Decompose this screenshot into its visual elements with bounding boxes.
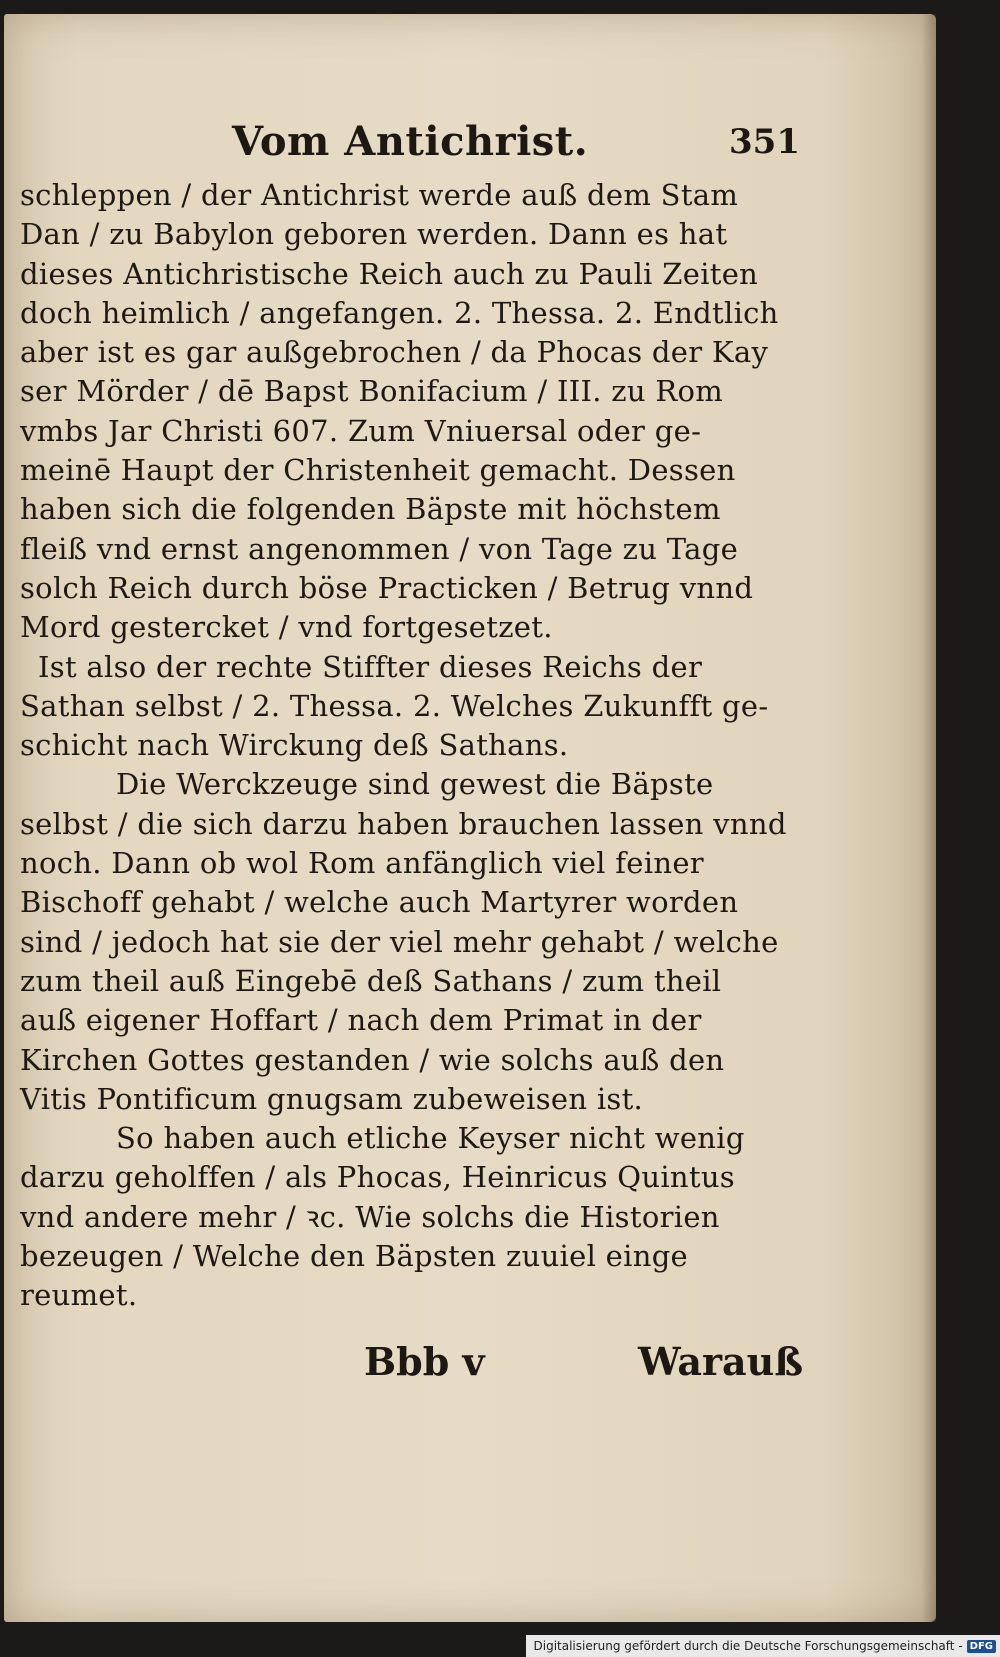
text-line: solch Reich durch böse Practicken / Betrug vnnd: [20, 570, 754, 605]
paragraph-start-line: Die Werckzeuge sind gewest die Bäpste: [116, 767, 714, 802]
text-line: ser Mörder / dē Bapst Bonifacium / III. zu Rom: [20, 374, 724, 409]
text-line: darzu geholffen / als Phocas, Heinricus Quintus: [20, 1160, 735, 1195]
running-head: Vom Antichrist.: [232, 118, 589, 165]
text-line: fleiß vnd ernst angenommen / von Tage zu Tage: [20, 531, 739, 566]
paragraph-start-line: So haben auch etliche Keyser nicht wenig: [116, 1121, 745, 1156]
text-line: auß eigener Hoffart / nach dem Primat in der: [20, 1003, 702, 1038]
dfg-logo-icon: DFG: [967, 1640, 996, 1653]
text-line: reumet.: [20, 1278, 138, 1313]
text-line: Dan / zu Babylon geboren werden. Dann es hat: [20, 217, 728, 252]
text-line: aber ist es gar außgebrochen / da Phocas der Kay: [20, 335, 769, 370]
page-footer: [4, 1339, 936, 1399]
text-line: Vitis Pontificum gnugsam zubeweisen ist.: [20, 1081, 644, 1116]
text-line: Kirchen Gottes gestanden / wie solchs auß den: [20, 1042, 725, 1077]
text-line: schicht nach Wirckung deß Sathans.: [20, 728, 569, 763]
text-line: dieses Antichristische Reich auch zu Pauli Zeiten: [20, 256, 759, 291]
text-line: sind / jedoch hat sie der viel mehr gehabt / welche: [20, 924, 779, 959]
digitization-credit: [526, 1635, 1000, 1657]
text-line: schleppen / der Antichrist werde auß dem Stam: [20, 178, 739, 212]
text-line: selbst / die sich darzu haben brauchen lassen vnnd: [20, 806, 787, 841]
text-line: Bischoff gehabt / welche auch Martyrer worden: [20, 885, 739, 920]
text-line: bezeugen / Welche den Bäpsten zuuiel einge: [20, 1239, 689, 1274]
signature-mark: Bbb v: [364, 1339, 485, 1384]
text-line: Mord gestercket / vnd fortgesetzet.: [20, 610, 553, 645]
text-line: vnd andere mehr / ꝛc. Wie solchs die Historien: [20, 1199, 720, 1234]
text-line: meinē Haupt der Christenheit gemacht. Dessen: [20, 453, 736, 488]
text-line: doch heimlich / angefangen. 2. Thessa. 2. Endtlich: [20, 295, 779, 330]
credit-text: Digitalisierung gefördert durch die Deutsche Forschungsgemeinschaft -: [533, 1639, 963, 1653]
book-page: [4, 14, 936, 1622]
text-line: noch. Dann ob wol Rom anfänglich viel feiner: [20, 846, 704, 881]
text-line: Sathan selbst / 2. Thessa. 2. Welches Zukunfft ge-: [20, 688, 769, 723]
text-line: zum theil auß Eingebē deß Sathans / zum theil: [20, 963, 722, 998]
text-line: haben sich die folgenden Bäpste mit höchstem: [20, 492, 721, 527]
page-header: [4, 118, 936, 174]
paragraph-start-line: Ist also der rechte Stiffter dieses Reichs der: [38, 649, 703, 684]
body-text: [20, 176, 800, 1316]
page-number: 351: [729, 122, 800, 162]
catchword: Warauß: [638, 1339, 804, 1384]
text-line: vmbs Jar Christi 607. Zum Vniuersal oder ge-: [20, 413, 702, 448]
